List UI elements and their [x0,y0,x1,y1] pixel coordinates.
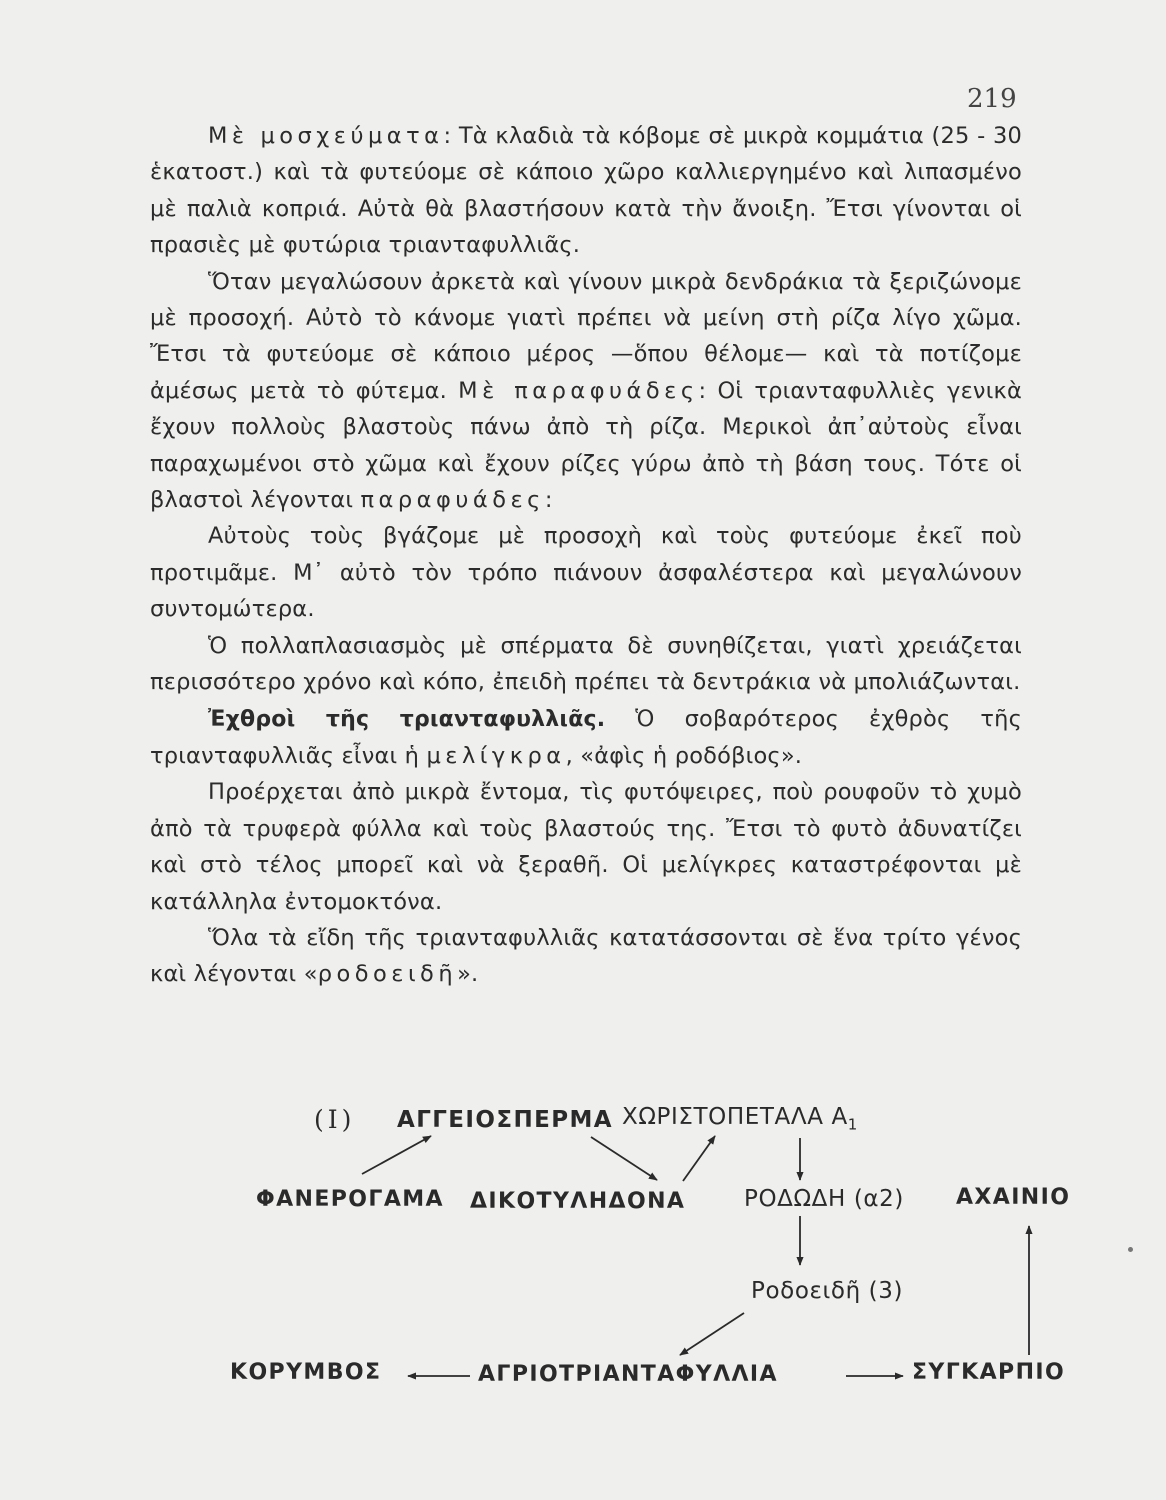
node-sygkarpio: ΣΥΓΚΑΡΠΙΟ [912,1360,1066,1385]
arrow-aggeiosperma-to-dikotylidona [591,1137,657,1180]
page-number: 219 [967,84,1017,114]
section-heading: Ἐχθροὶ τῆς τριανταφυλλιᾶς. [208,706,606,732]
paragraph [150,920,1022,993]
paragraph [150,774,1022,920]
node-achainio: ΑΧΑΙΝΙΟ [956,1185,1071,1210]
node-dikotylidona: ΔΙΚΟΤΥΛΗΔΟΝΑ [470,1189,686,1214]
paragraph [150,118,1022,264]
node-rodoeidi: Ροδοειδῆ (3) [751,1278,904,1304]
text-run: Προέρχεται ἀπὸ μικρὰ ἔντομα, τὶς φυτόψειρες, ποὺ ρουφοῦν τὸ χυμὸ ἀπὸ τὰ τρυφερὰ φύλλα καὶ τοὺς βλαστούς της. Ἔτσι τὸ φυτὸ ἀδυνατίζει καὶ στὸ τέλος μπορεῖ καὶ νὰ ξεραθῆ. Οἱ μελίγκρες καταστρέφονται μὲ κατάλληλα ἐντομοκτόνα. [150,779,1022,915]
text-run: : Τὰ κλαδιὰ τὰ κόβομε σὲ μικρὰ κομμάτια (25 - 30 ἑκατοστ.) καὶ τὰ φυτεύομε σὲ κάποιο χῶρο καλλιεργημένο καὶ λιπασμένο μὲ παλιὰ κοπριά. Αὐτὰ θὰ βλαστήσουν κατὰ τὴν ἄνοιξη. Ἔτσι γίνονται οἱ πρασιὲς μὲ φυτώρια τριανταφυλλιᾶς. [150,123,1022,259]
text-run: Ὁ σοβαρότερος ἐχθρὸς τῆς τριανταφυλλιᾶς εἶναι ἡ [150,705,1022,769]
text-run: Ὅταν μεγαλώσουν ἀρκετὰ καὶ γίνουν μικρὰ δενδράκια τὰ ξεριζώνομε μὲ προσοχή. Αὐτὸ τὸ κάνομε γιατὶ πρέπει νὰ μείνη στὴ ρίζα λίγο χῶμα. Ἔτσι τὰ φυτεύομε σὲ κάποιο μέρος —ὅπου θέλομε— καὶ τὰ ποτίζομε ἀμέσως μετὰ τὸ φύτεμα. [150,268,1022,404]
paragraph [150,701,1022,775]
text-run: : Οἱ τριανταφυλλιὲς γενικὰ ἔχουν πολλοὺς βλαστοὺς πάνω ἀπὸ τὴ ρίζα. Μερικοὶ ἀπ᾿αὐτοὺς εἶναι παραχωμένοι στὸ χῶμα καὶ ἔχουν ρίζες γύρω ἀπὸ τὴ βάση τους. Τότε οἱ βλαστοὶ λέγονται [150,377,1023,514]
spaced-term: μελίγκρα [426,742,566,769]
body-text [150,118,1022,993]
spaced-term: Μὲ μοσχεύματα [208,123,444,149]
arrow-fanerogama-to-aggeiosperma [362,1136,431,1174]
text-run: ». [457,961,479,988]
node-fanerogama: ΦΑΝΕΡΟΓΑΜΑ [256,1187,444,1212]
text-run: Ὁ πολλαπλασιασμὸς μὲ σπέρματα δὲ συνηθίζεται, γιατὶ χρειάζεται περισσότερο χρόνο καὶ κόπο, ἐπειδὴ πρέπει τὰ δεντράκια νὰ μπολιάζωνται. [150,632,1022,696]
node-agriotriantafyllia: ΑΓΡΙΟΤΡΙΑΝΤΑΦΥΛΛΙΑ [478,1362,778,1387]
page-speck [1128,1247,1133,1252]
text-run: Αὐτοὺς τοὺς βγάζομε μὲ προσοχὴ καὶ τοὺς φυτεύομε ἐκεῖ ποὺ προτιμᾶμε. Μ᾿ αὐτὸ τὸν τρόπο πιάνουν ἀσφαλέστερα καὶ μεγαλώνουν συντομώτερα. [150,523,1022,623]
spaced-term: ροδοειδῆ [317,961,458,988]
node-korymvos: ΚΟΡΥΜΒΟΣ [230,1360,382,1385]
paragraph [150,518,1022,627]
node-choristopetala: ΧΩΡΙΣΤΟΠΕΤΑΛΑ $A_1$ [622,1104,858,1134]
spaced-term: Μὲ παραφυάδες [458,377,699,404]
text-run: , «ἀφὶς ἡ ροδόβιος». [565,742,803,769]
paragraph [150,628,1022,701]
arrow-rodoeidi-to-agriotriantafyllia [680,1313,744,1355]
node-rodozdi: ΡΟΔΩΔΗ (α2) [744,1186,904,1212]
paragraph [150,264,1022,519]
node-aggeiosperma: ΑΓΓΕΙΟΣΠΕΡΜΑ [397,1107,613,1133]
text-run: : [544,487,553,514]
text-run: Ὅλα τὰ εἴδη τῆς τριανταφυλλιᾶς κατατάσσονται σὲ ἕνα τρίτο γένος καὶ λέγονται « [150,924,1022,988]
arrow-dikotylidona-to-choristopetala [683,1136,715,1181]
diagram-label-i: (I) [314,1105,356,1134]
spaced-term: παραφυάδες [360,487,545,514]
